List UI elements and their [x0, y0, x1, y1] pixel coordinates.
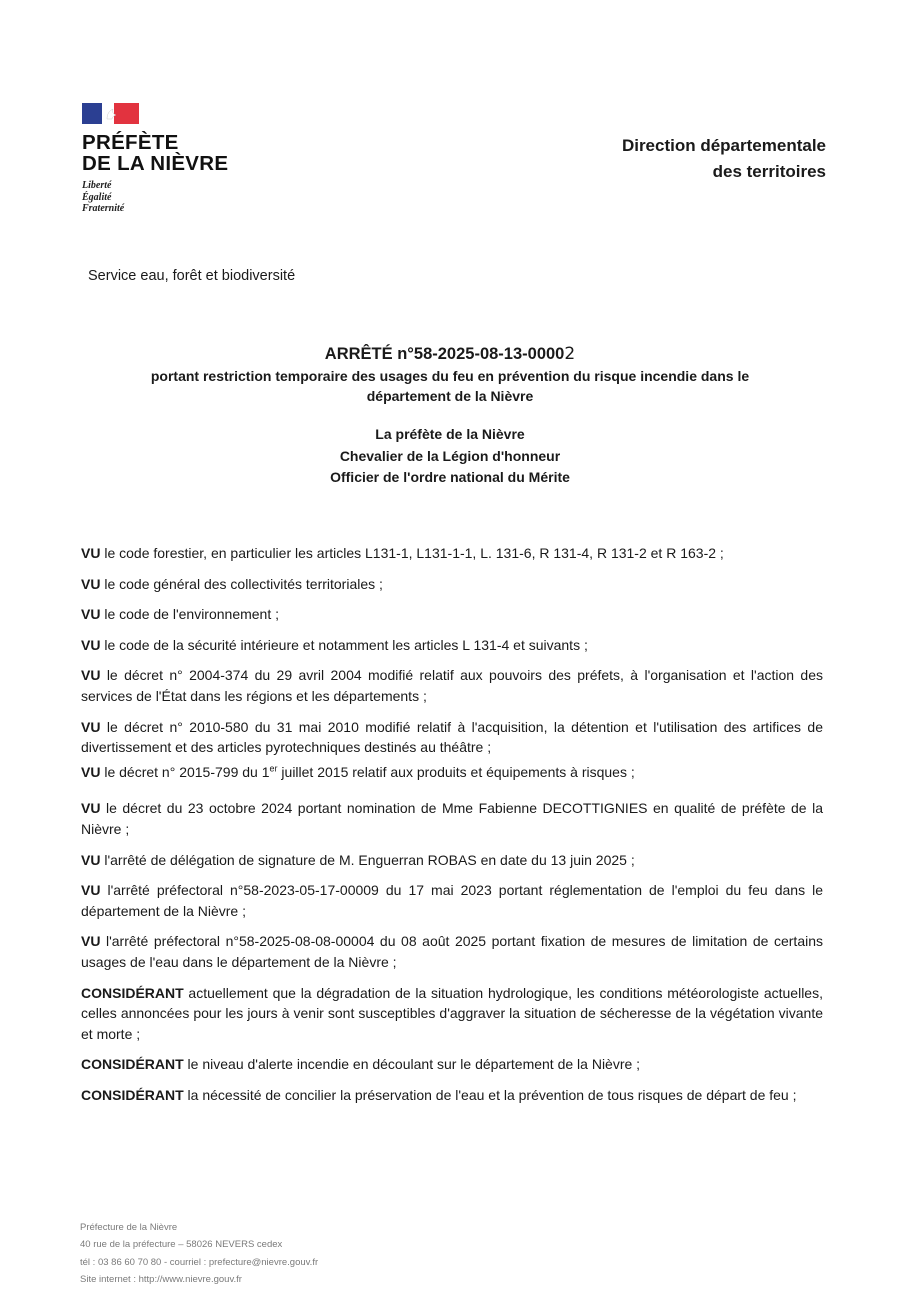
visa-text: le code de la sécurité intérieure et notamment les articles L 131-4 et suivants ; — [100, 636, 588, 653]
visa-keyword: VU — [81, 851, 101, 868]
footer-phone-email: tél : 03 86 60 70 80 - courriel : prefecture@nievre.gouv.fr — [80, 1256, 319, 1268]
visa-paragraph — [81, 543, 823, 564]
visa-text-part2: juillet 2015 relatif aux produits et équipements à risques ; — [277, 763, 635, 780]
visa-keyword: VU — [81, 933, 101, 950]
considerant-keyword: CONSIDÉRANT — [81, 984, 184, 1001]
visa-text-superscript: er — [269, 763, 278, 774]
signing-authority — [100, 424, 800, 489]
motto-fraternite: Fraternité — [82, 203, 125, 214]
direction-line2: des territoires — [712, 162, 826, 181]
motto-egalite: Égalité — [82, 191, 112, 203]
visa-text: le décret n° 2004-374 du 29 avril 2004 modifié relatif aux pouvoirs des préfets, à l'organisation et l'action des services de l'État dans les régions et les départements ; — [81, 667, 823, 704]
decree-number-handwritten-digit: 2 — [564, 344, 576, 364]
footer-website: Site internet : http://www.nievre.gouv.fr — [80, 1274, 242, 1286]
visa-text: le code général des collectivités territoriales ; — [100, 575, 383, 592]
visa-keyword: VU — [81, 882, 101, 899]
visa-paragraph — [81, 762, 823, 783]
visa-paragraph — [81, 798, 823, 839]
visa-text: le décret du 23 octobre 2024 portant nomination de Mme Fabienne DECOTTIGNIES en qualité de préfète de la Nièvre ; — [81, 800, 823, 837]
visa-keyword: VU — [81, 763, 101, 780]
decree-number-prefix: ARRÊTÉ n°58-2025-08-13-0000 — [324, 345, 565, 363]
issuing-direction — [622, 133, 826, 185]
visa-paragraph — [81, 880, 823, 921]
decree-title-block — [100, 343, 800, 489]
visa-keyword: VU — [81, 636, 101, 653]
footer-address: 40 rue de la préfecture – 58026 NEVERS cedex — [80, 1239, 283, 1251]
service-name: Service eau, forêt et biodiversité — [88, 268, 296, 284]
prefecture-name-line1: PRÉFÈTE — [82, 131, 179, 154]
considerant-paragraph — [81, 983, 823, 1045]
visa-text: le décret n° 2010-580 du 31 mai 2010 modifié relatif à l'acquisition, la détention et l'utilisation des artifices de divertissement et des articles pyrotechniques destinés au théâtre ; — [81, 718, 823, 756]
visa-paragraph — [81, 717, 823, 758]
visa-text: l'arrêté préfectoral n°58-2025-08-08-00004 du 08 août 2025 portant fixation de mesures de limitation de certains usages de l'eau dans le département de la Nièvre ; — [81, 933, 823, 970]
considerant-keyword: CONSIDÉRANT — [81, 1086, 184, 1103]
decree-subtitle-line2: département de la Nièvre — [366, 388, 534, 404]
considerant-paragraph — [81, 1054, 823, 1075]
decree-number — [100, 343, 800, 365]
considerant-text: la nécessité de concilier la préservation de l'eau et la prévention de tous risques de départ de feu ; — [183, 1086, 797, 1103]
authority-line1: La préfète de la Nièvre — [375, 426, 525, 442]
prefecture-name-line2: DE LA NIÈVRE — [82, 152, 229, 175]
visa-paragraph — [81, 635, 823, 656]
visa-paragraph — [81, 574, 823, 595]
prefecture-contact-footer — [80, 1219, 318, 1289]
authority-line3: Officier de l'ordre national du Mérite — [330, 469, 570, 485]
visa-text-part1: le décret n° 2015-799 du 1 — [100, 763, 270, 780]
republic-logo-block — [82, 103, 242, 215]
decree-body — [81, 543, 823, 1115]
prefecture-name — [82, 132, 242, 174]
motto-liberte: Liberté — [82, 180, 112, 191]
visa-keyword: VU — [81, 667, 101, 684]
considerant-keyword: CONSIDÉRANT — [81, 1056, 184, 1073]
authority-line2: Chevalier de la Légion d'honneur — [339, 447, 561, 464]
decree-subtitle-line1: portant restriction temporaire des usages du feu en prévention du risque incendie dans le — [150, 368, 750, 384]
marianne-profile-icon — [104, 106, 118, 120]
visa-keyword: VU — [81, 575, 101, 592]
footer-line1: Préfecture de la Nièvre — [80, 1222, 178, 1233]
direction-line1: Direction départementale — [621, 136, 826, 155]
visa-paragraph — [81, 931, 823, 972]
visa-text: le code de l'environnement ; — [100, 606, 280, 623]
considerant-paragraph — [81, 1085, 823, 1106]
visa-keyword: VU — [81, 800, 101, 817]
republic-motto — [82, 180, 242, 215]
considerant-text: le niveau d'alerte incendie en découlant sur le département de la Nièvre ; — [183, 1056, 641, 1073]
visa-paragraph — [81, 665, 823, 706]
visa-keyword: VU — [81, 606, 101, 623]
visa-text: l'arrêté de délégation de signature de M. Enguerran ROBAS en date du 13 juin 2025 ; — [100, 851, 635, 868]
visa-text: le code forestier, en particulier les articles L131-1, L131-1-1, L. 131-6, R 131-4, R 131-2 et R 163-2 ; — [100, 545, 724, 561]
visa-keyword: VU — [81, 718, 101, 735]
decree-subtitle — [100, 366, 800, 406]
visa-keyword: VU — [81, 545, 101, 561]
visa-text: l'arrêté préfectoral n°58-2023-05-17-00009 du 17 mai 2023 portant réglementation de l'emploi du feu dans le département de la Nièvre ; — [81, 882, 823, 919]
considerant-text: actuellement que la dégradation de la situation hydrologique, les conditions météorologiste actuelles, celles annoncées pour les jours à venir sont susceptibles d'aggraver la situation de sécheresse de la végétation vivante et morte ; — [81, 984, 823, 1042]
visa-paragraph — [81, 850, 823, 871]
visa-paragraph — [81, 604, 823, 625]
